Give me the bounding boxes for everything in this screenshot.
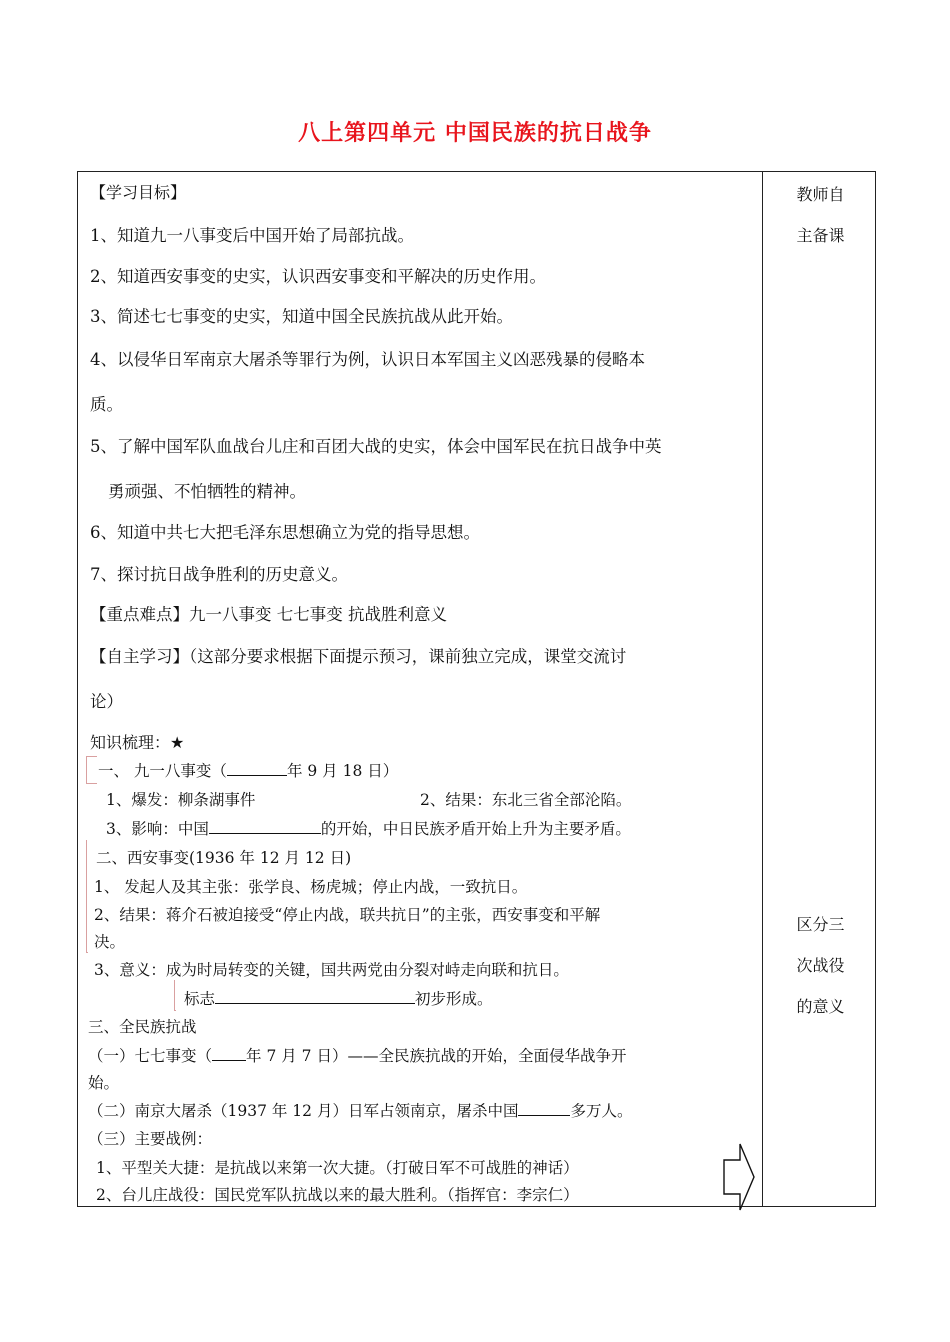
page-title: 八上第四单元 中国民族的抗日战争 — [298, 121, 652, 146]
section-1-item-3-a: 3、影响：中国 — [106, 820, 209, 838]
margin-bracket-3 — [174, 980, 176, 1011]
section-2-item-1: 1、 发起人及其主张：张学良、杨虎城；停止内战，一致抗日。 — [94, 878, 528, 896]
objective-1: 1、知道九一八事变后中国开始了局部抗战。 — [90, 226, 414, 245]
count-blank[interactable] — [518, 1101, 570, 1116]
knowledge-heading — [90, 730, 184, 753]
section-2-heading: 二、西安事变(1936 年 12 月 12 日) — [96, 849, 352, 867]
margin-bracket-2 — [86, 840, 88, 953]
section-1-heading-a: 一、 九一八事变（ — [98, 762, 227, 780]
section-1-item-3-b: 的开始，中日民族矛盾开始上升为主要矛盾。 — [320, 820, 631, 838]
self-study-a: 【自主学习】（这部分要求根据下面提示预习，课前独立完成，课堂交流讨 — [90, 647, 627, 666]
star-icon: ★ — [170, 733, 185, 752]
key-points: 【重点难点】九一八事变 七七事变 抗战胜利意义 — [90, 605, 447, 624]
battle-1: 1、平型关大捷：是抗战以来第一次大捷。（打破日军不可战胜的神话） — [96, 1159, 579, 1177]
section-2-item-2b: 决。 — [94, 933, 126, 951]
year-blank[interactable] — [212, 1046, 246, 1061]
section-3-part-2 — [88, 1099, 632, 1121]
knowledge-label: 知识梳理： — [90, 733, 171, 752]
objective-6: 6、知道中共七大把毛泽东思想确立为党的指导思想。 — [90, 523, 480, 542]
mark-blank[interactable] — [215, 989, 415, 1004]
teacher-note — [778, 174, 863, 256]
section-3-part-3: （三）主要战例： — [88, 1130, 213, 1148]
section-1-heading — [98, 759, 398, 781]
section-3-heading: 三、全民族抗战 — [88, 1018, 197, 1036]
teacher-note-line-1: 教师自 — [796, 185, 845, 204]
objective-7: 7、探讨抗日战争胜利的历史意义。 — [90, 565, 348, 584]
objective-3: 3、简述七七事变的史实，知道中国全民族抗战从此开始。 — [90, 307, 513, 326]
section-3-part-2-b: 多万人。 — [570, 1102, 633, 1120]
lesson-table — [77, 171, 876, 1207]
section-2-item-3: 3、意义：成为时局转变的关键，国共两党由分裂对峙走向联和抗日。 — [94, 961, 569, 979]
objective-5b: 勇顽强、不怕牺牲的精神。 — [108, 482, 306, 501]
objective-4b: 质。 — [90, 395, 123, 414]
battle-note-line-3: 的意义 — [796, 997, 845, 1016]
influence-blank[interactable] — [209, 819, 321, 834]
margin-bracket — [86, 756, 97, 784]
battle-note — [778, 904, 863, 1027]
objective-2: 2、知道西安事变的史实，认识西安事变和平解决的历史作用。 — [90, 267, 546, 286]
arrow-right-icon — [722, 1142, 756, 1212]
section-1-item-3 — [106, 817, 631, 839]
date-blank[interactable] — [227, 761, 287, 776]
section-3-part-1-c: 始。 — [88, 1074, 120, 1092]
section-2-item-2a: 2、结果：蒋介石被迫接受“停止内战，联共抗日”的主张，西安事变和平解 — [94, 906, 601, 924]
self-study-b: 论） — [90, 692, 123, 711]
objective-4a: 4、以侵华日军南京大屠杀等罪行为例，认识日本军国主义凶恶残暴的侵略本 — [90, 350, 645, 369]
section-1-item-1: 1、爆发：柳条湖事件 — [106, 791, 256, 809]
objectives-heading: 【学习目标】 — [90, 183, 187, 202]
section-1-heading-b: 年 9 月 18 日） — [286, 762, 399, 780]
teacher-note-line-2: 主备课 — [796, 226, 845, 245]
battle-note-line-1: 区分三 — [796, 915, 845, 934]
mark-label-a: 标志 — [184, 990, 216, 1008]
objective-5a: 5、了解中国军队血战台儿庄和百团大战的史实，体会中国军民在抗日战争中英 — [90, 437, 662, 456]
column-divider — [762, 172, 763, 1206]
section-1-item-2: 2、结果：东北三省全部沦陷。 — [420, 791, 632, 809]
battle-note-line-2: 次战役 — [796, 956, 845, 975]
section-3-part-1-b: 年 7 月 7 日）——全民族抗战的开始，全面侵华战争开 — [246, 1047, 627, 1065]
section-3-part-2-a: （二）南京大屠杀（1937 年 12 月）日军占领南京，屠杀中国 — [88, 1102, 519, 1120]
battle-2: 2、台儿庄战役：国民党军队抗战以来的最大胜利。（指挥官：李宗仁） — [96, 1186, 579, 1204]
section-3-part-1 — [88, 1044, 626, 1066]
section-2-mark — [184, 987, 493, 1009]
section-3-part-1-a: （一）七七事变（ — [88, 1047, 213, 1065]
mark-label-b: 初步形成。 — [415, 990, 493, 1008]
